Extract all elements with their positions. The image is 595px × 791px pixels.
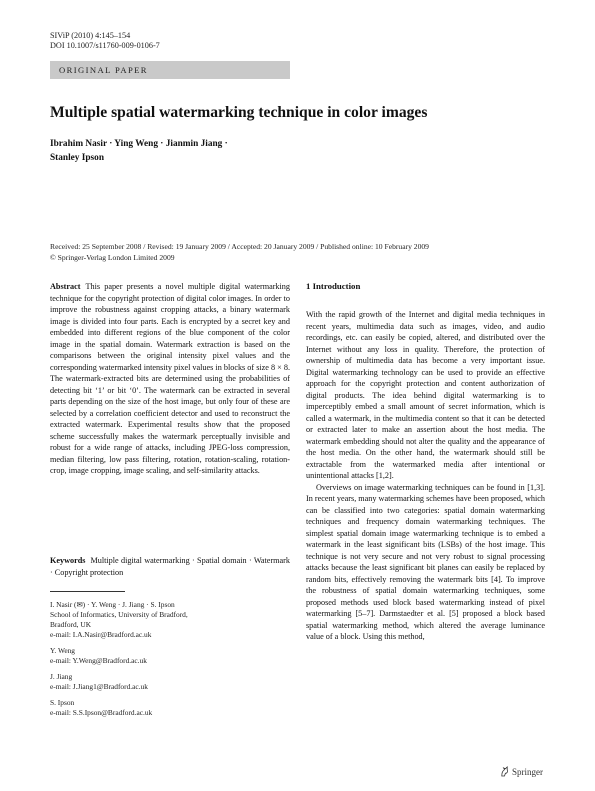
publisher-footer [500, 766, 543, 777]
email-line: e-mail: J.Jiang1@Bradford.ac.uk [50, 682, 148, 691]
springer-horse-icon [500, 766, 509, 777]
article-type-label: ORIGINAL PAPER [59, 65, 148, 75]
keywords-text: Multiple digital watermarking · Spatial domain · Watermark · Copyright protection [50, 556, 290, 577]
affiliations [50, 600, 290, 724]
affiliation-line: S. Ipson [50, 698, 75, 707]
affiliation-block [50, 698, 290, 718]
affiliation-line: J. Jiang [50, 672, 73, 681]
abstract-section [50, 281, 290, 477]
introduction-body [306, 309, 545, 643]
paragraph: With the rapid growth of the Internet and digital media techniques in recent years, multimedia data such as images, video, and audio recordings, etc. can easily be copied, altered, and distributed over the Internet without any loss in quality. Therefore, the protection of ownership of multimedia data has become a very important issue. Digital watermarking technology can be used to provide an effective approach for the copyright protection and content authorization of digital products. The idea behind digital watermarking is to imperceptibly embed a small amount of secret information, which is called a watermark, in the multimedia content so that it can be detected or extracted later to make an assertion about the host media. The watermark embedding should not alter the quality and the appearance of the host media. On the other hand, the watermark should still be extractable from the watermarked media after intentional or unintentional attacks [1,2]. [306, 310, 545, 480]
keywords-label: Keywords [50, 556, 86, 565]
footnote-rule [50, 591, 125, 592]
email-line: e-mail: Y.Weng@Bradford.ac.uk [50, 656, 147, 665]
affiliation-line: Bradford, UK [50, 620, 92, 629]
authors-line-1: Ibrahim Nasir · Ying Weng · Jianmin Jiang · [50, 139, 228, 149]
dates-line: Received: 25 September 2008 / Revised: 19 January 2009 / Accepted: 20 January 2009 / Published online: 10 February 2009 [50, 242, 429, 251]
keywords-section [50, 555, 290, 578]
email-line: e-mail: S.S.Ipson@Bradford.ac.uk [50, 708, 153, 717]
author-list [50, 137, 310, 165]
affiliation-block [50, 672, 290, 692]
doi: DOI 10.1007/s11760-009-0106-7 [50, 41, 160, 50]
article-type-band [50, 61, 290, 79]
authors-line-2: Stanley Ipson [50, 153, 104, 163]
publisher-name: Springer [512, 766, 543, 777]
abstract-text: This paper presents a novel multiple digital watermarking technique for the copyright protection of digital color images. In order to improve the robustness against cropping attacks, a binary watermark image is divided into four parts. Each is encrypted by a secret key and embedded into different regions of the blue component of the color image in the spatial domain. Watermark extraction is based on the comparisons between the original intensity pixel values and the corresponding watermarked intensity pixel values in blocks of size 8 × 8. The watermark-extracted bits are determined using the probabilities of detecting bit ‘1’ or bit ‘0’. The watermark can be extracted in several parts depending on the size of the host image, but only four of these are selected by a correlation coefficient detector and used to reconstruct the extracted watermark. Experimental results show that the proposed scheme successfully makes the watermark perceptually invisible and robust for a wide range of attacks, including JPEG-loss compression, median filtering, low pass filtering, rotation, rotation-scaling, rotation-crop, image cropping, image scaling, and self-similarity attacks. [50, 282, 290, 475]
journal-info [50, 31, 160, 51]
affiliation-block [50, 646, 290, 666]
abstract-label: Abstract [50, 282, 81, 291]
section-heading: 1 Introduction [306, 281, 361, 291]
paragraph: Overviews on image watermarking techniques can be found in [1,3]. In recent years, many watermarking schemes have been proposed, which can be classified into two categories: spatial domain watermarking techniques and frequency domain watermarking techniques. The simplest spatial domain image watermarking technique is to embed a watermark in the least significant bits (LSBs) of the host image. This technique is not very secure and not very robust to signal processing attacks because the least significant bit planes can easily be replaced by random bits, effectively removing the watermark bits [4]. To improve the robustness of spatial domain watermarking techniques, some proposed methods used block based watermarking instead of pixel watermarking [5–7]. Darmstaedter et al. [5] proposed a block based spatial watermarking method, which altered the average luminance value of a block. Using this method, [306, 482, 545, 641]
copyright-line: © Springer-Verlag London Limited 2009 [50, 253, 175, 262]
affiliation-block [50, 600, 290, 640]
affiliation-line: School of Informatics, University of Bradford, [50, 610, 188, 619]
affiliation-line: I. Nasir (✉) · Y. Weng · J. Jiang · S. Ipson [50, 600, 175, 609]
email-line: e-mail: I.A.Nasir@Bradford.ac.uk [50, 630, 152, 639]
publication-dates [50, 241, 429, 263]
journal-citation: SIViP (2010) 4:145–154 [50, 31, 131, 40]
paper-title: Multiple spatial watermarking technique in color images [50, 104, 428, 121]
affiliation-line: Y. Weng [50, 646, 75, 655]
